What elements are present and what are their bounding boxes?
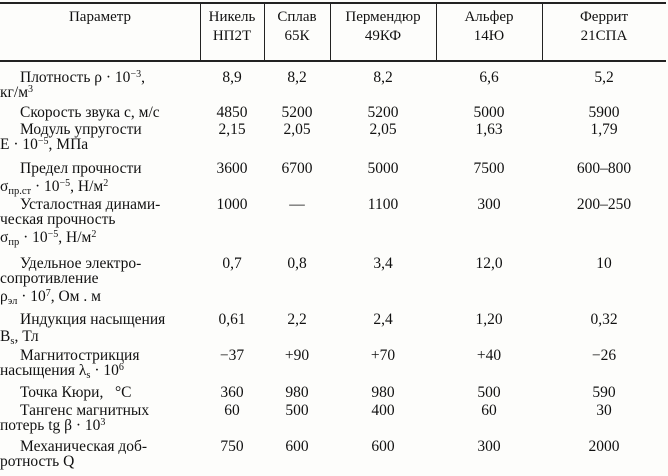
cell-value: 2,2 bbox=[287, 311, 307, 328]
cell-value: 2,4 bbox=[373, 311, 393, 328]
cell-value: +70 bbox=[370, 347, 396, 364]
cell-value: 980 bbox=[371, 384, 395, 401]
cell-value: +90 bbox=[284, 347, 310, 364]
cell-value: 590 bbox=[592, 384, 616, 401]
cell-value: 2,15 bbox=[218, 121, 246, 138]
header-material-name: Феррит bbox=[579, 9, 629, 25]
table-header-rule bbox=[0, 60, 666, 62]
cell-value: 300 bbox=[477, 438, 501, 455]
cell-value: 0,7 bbox=[222, 255, 242, 272]
param-label: Тангенс магнитных потерь tg $\beta \cdot 10^3$ bbox=[0, 402, 150, 434]
cell-value: 7500 bbox=[473, 160, 505, 177]
header-material-name: Никель bbox=[208, 9, 256, 25]
cell-value: 600–800 bbox=[576, 160, 632, 177]
cell-value: 5200 bbox=[367, 104, 399, 121]
cell-value: — bbox=[289, 196, 305, 213]
cell-value: 8,2 bbox=[373, 69, 393, 86]
cell-value: 750 bbox=[220, 438, 244, 455]
param-label: Скорость звука c, м/с bbox=[20, 104, 160, 121]
param-label: Индукция насыщения $B_s$, Тл bbox=[0, 311, 166, 347]
cell-value: 5000 bbox=[473, 104, 505, 121]
header-col-permendur bbox=[330, 8, 436, 46]
cell-value: 0,32 bbox=[590, 311, 618, 328]
cell-value: 30 bbox=[596, 402, 612, 419]
cell-value: 6,6 bbox=[479, 69, 499, 86]
cell-value: 200–250 bbox=[576, 196, 632, 213]
cell-value: 0,8 bbox=[287, 255, 307, 272]
cell-value: 360 bbox=[220, 384, 244, 401]
header-col-alloy bbox=[264, 8, 330, 46]
header-material-grade: 49КФ bbox=[364, 28, 402, 44]
cell-value: 300 bbox=[477, 196, 501, 213]
header-material-grade: 14Ю bbox=[473, 28, 505, 44]
header-col-nickel bbox=[200, 8, 264, 46]
cell-value: 1,63 bbox=[475, 121, 503, 138]
cell-value: 500 bbox=[477, 384, 501, 401]
cell-value: 8,2 bbox=[287, 69, 307, 86]
cell-value: 10 bbox=[596, 255, 612, 272]
cell-value: 5900 bbox=[588, 104, 620, 121]
cell-value: 5,2 bbox=[594, 69, 614, 86]
header-col-alfer bbox=[436, 8, 542, 46]
header-material-grade: НП2Т bbox=[212, 28, 252, 44]
param-label: Магнитострикция насыщения $\lambda_s \cdot 10^6$ bbox=[0, 347, 140, 381]
cell-value: 3600 bbox=[216, 160, 248, 177]
cell-value: 60 bbox=[224, 402, 240, 419]
header-param: Параметр bbox=[68, 9, 132, 25]
cell-value: 1,20 bbox=[475, 311, 503, 328]
cell-value: 2,05 bbox=[283, 121, 311, 138]
param-label: Точка Кюри, °C bbox=[20, 384, 132, 401]
param-label: Модуль упругости $E \cdot 10^{-5}$, МПа bbox=[0, 121, 142, 153]
param-label: Усталостная динами- ческая прочность $\sigma_{пр} \cdot 10^{-5}$, $Н/м^2$ bbox=[0, 196, 161, 248]
cell-value: +40 bbox=[476, 347, 502, 364]
cell-value: 600 bbox=[285, 438, 309, 455]
header-material-grade: 21СПА bbox=[580, 28, 628, 44]
cell-value: −26 bbox=[591, 347, 617, 364]
header-material-grade: 65К bbox=[284, 28, 310, 44]
cell-value: 6700 bbox=[281, 160, 313, 177]
cell-value: 5200 bbox=[281, 104, 313, 121]
cell-value: 500 bbox=[285, 402, 309, 419]
cell-value: 2000 bbox=[588, 438, 620, 455]
param-label: Удельное электро- сопротивление $\rho_{эл} \cdot 10^7$, Ом . м bbox=[0, 255, 142, 307]
header-material-name: Альфер bbox=[464, 9, 514, 25]
param-label: Предел прочности $\sigma_{пр.ст} \cdot 10^{-5}$, $Н/м^2$ bbox=[0, 160, 142, 197]
param-label: Механическая доб- ротность Q bbox=[0, 438, 148, 470]
cell-value: 60 bbox=[481, 402, 497, 419]
table-top-rule bbox=[0, 2, 666, 4]
cell-value: −37 bbox=[219, 347, 245, 364]
cell-value: 1000 bbox=[216, 196, 248, 213]
cell-value: 4850 bbox=[216, 104, 248, 121]
cell-value: 3,4 bbox=[373, 255, 393, 272]
cell-value: 12,0 bbox=[475, 255, 503, 272]
cell-value: 400 bbox=[371, 402, 395, 419]
param-label: Плотность $\rho \cdot 10^{-3}$, $кг/м^3$ bbox=[0, 69, 145, 101]
cell-value: 2,05 bbox=[369, 121, 397, 138]
cell-value: 5000 bbox=[367, 160, 399, 177]
cell-value: 1100 bbox=[367, 196, 399, 213]
header-material-name: Пермендюр bbox=[345, 9, 421, 25]
cell-value: 1,79 bbox=[590, 121, 618, 138]
cell-value: 0,61 bbox=[218, 311, 246, 328]
header-material-name: Сплав bbox=[277, 9, 317, 25]
cell-value: 8,9 bbox=[222, 69, 242, 86]
cell-value: 600 bbox=[371, 438, 395, 455]
cell-value: 980 bbox=[285, 384, 309, 401]
header-col-ferrite bbox=[542, 8, 666, 46]
